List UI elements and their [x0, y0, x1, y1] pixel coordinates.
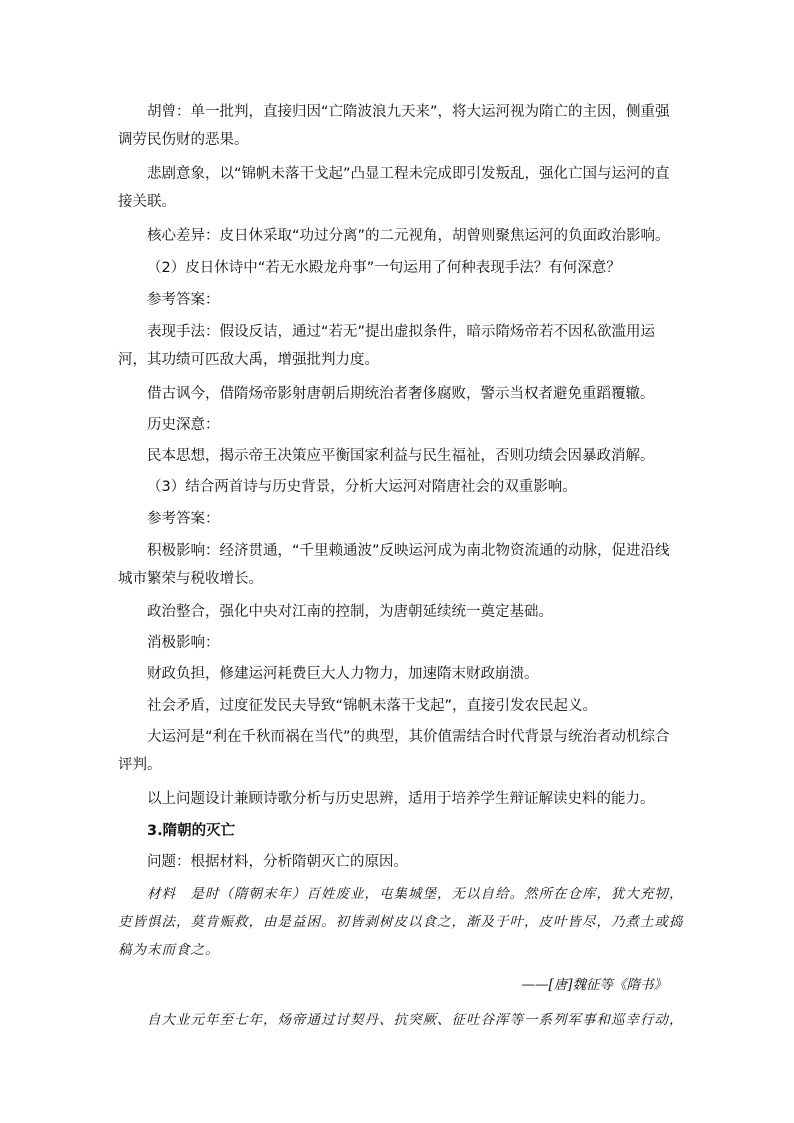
paragraph-core-difference: 核心差异：皮日休采取“功过分离”的二元视角，胡曾则聚焦运河的负面政治影响。 — [147, 228, 670, 244]
question-text: 问题：根据材料，分析隋朝灭亡的原因。 — [147, 854, 408, 870]
paragraph-people-oriented: 民本思想，揭示帝王决策应平衡国家利益与民生福祉，否则功绩会因暴政消解。 — [147, 448, 655, 464]
paragraph-fiscal-burden: 财政负担，修建运河耗费巨大人力物力，加速隋末财政崩溃。 — [147, 666, 539, 682]
paragraph-allusion: 借古讽今，借隋炀帝影射唐朝后期统治者奢侈腐败，警示当权者避免重蹈覆辙。 — [147, 386, 655, 402]
paragraph-negative-label: 消极影响： — [147, 635, 220, 651]
answer-label-2: 参考答案： — [147, 511, 220, 527]
paragraph-canal-summary: 大运河是“利在千秋而祸在当代”的典型，其价值需结合时代背景与统治者动机综合评判。 — [118, 729, 670, 773]
material-quote: 材料 是时（隋朝末年）百姓废业，屯集城堡，无以自给。然所在仓库，犹大充牣，吏皆惧法，莫肯赈救，由是益困。初皆剥树皮以食之，渐及于叶，皮叶皆尽，乃煮土或捣稿为末而食之。 — [118, 886, 684, 958]
paragraph-historical-meaning-label: 历史深意： — [147, 417, 220, 433]
paragraph-technique: 表现手法：假设反诘，通过“若无”提出虚拟条件，暗示隋炀帝若不因私欲滥用运河，其功绩可匹敌大禹，增强批判力度。 — [118, 324, 656, 368]
answer-label-1: 参考答案： — [147, 292, 220, 308]
paragraph-last-line: 自大业元年至七年，炀帝通过讨契丹、抗突厥、征吐谷浑等一系列军事和巡幸行动， — [147, 1012, 684, 1028]
paragraph-social-conflict: 社会矛盾，过度征发民夫导致“锦帆未落干戈起”，直接引发农民起义。 — [147, 698, 598, 714]
section-heading: 3.隋朝的灭亡 — [147, 823, 236, 839]
paragraph-positive-impact: 积极影响：经济贯通，“千里赖通波”反映运河成为南北物资流通的动脉，促进沿线城市繁荣与税收增长。 — [118, 543, 670, 587]
paragraph-huzeng: 胡曾：单一批判，直接归因“亡隋波浪九天来”，将大运河视为隋亡的主因，侧重强调劳民伤财的恶果。 — [118, 104, 670, 148]
paragraph-political-integration: 政治整合，强化中央对江南的控制，为唐朝延续统一奠定基础。 — [147, 604, 553, 620]
paragraph-design-note: 以上问题设计兼顾诗歌分析与历史思辨，适用于培养学生辩证解读史料的能力。 — [147, 791, 655, 807]
material-source: ——[唐]魏征等《隋书》 — [521, 977, 667, 993]
question-3: （3）结合两首诗与历史背景，分析大运河对隋唐社会的双重影响。 — [147, 479, 577, 495]
paragraph-tragic-imagery: 悲剧意象，以“锦帆未落干戈起”凸显工程未完成即引发叛乱，强化亡国与运河的直接关联。 — [118, 166, 670, 210]
question-2: （2）皮日休诗中“若无水殿龙舟事”一句运用了何种表现手法？有何深意？ — [147, 260, 621, 276]
